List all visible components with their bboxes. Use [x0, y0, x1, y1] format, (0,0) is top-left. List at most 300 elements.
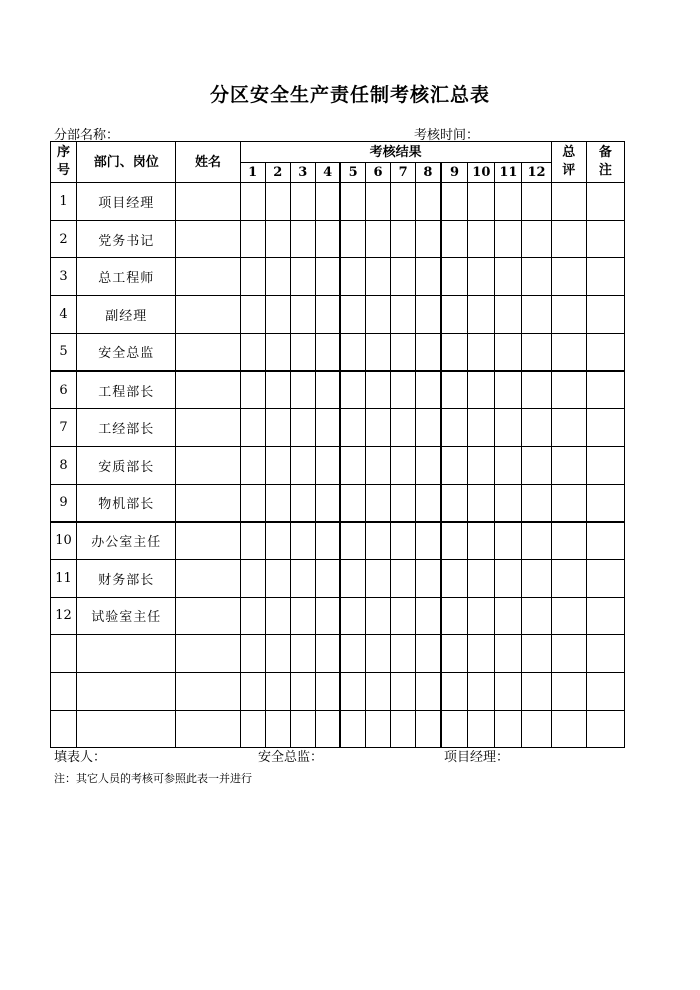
row-month-cell[interactable] [290, 522, 315, 560]
row-month-cell[interactable] [290, 258, 315, 296]
row-month-cell[interactable] [522, 597, 551, 635]
row-total-cell[interactable] [551, 371, 586, 409]
row-month-cell[interactable] [522, 183, 551, 221]
row-total-cell[interactable] [551, 635, 586, 673]
row-month-cell[interactable] [340, 484, 365, 522]
month-header: 3 [290, 163, 315, 183]
row-seq: 3 [51, 258, 77, 296]
row-month-cell[interactable] [240, 710, 265, 748]
row-month-cell[interactable] [468, 672, 495, 710]
row-total-cell[interactable] [551, 183, 586, 221]
row-seq: 4 [51, 296, 77, 334]
row-month-cell[interactable] [265, 710, 290, 748]
row-month-cell[interactable] [495, 296, 522, 334]
row-month-cell[interactable] [340, 559, 365, 597]
row-month-cell[interactable] [495, 522, 522, 560]
row-total-cell[interactable] [551, 220, 586, 258]
row-month-cell[interactable] [290, 371, 315, 409]
header-dept: 部门、岗位 [77, 142, 176, 183]
row-month-cell[interactable] [340, 409, 365, 447]
row-month-cell[interactable] [340, 597, 365, 635]
row-month-cell[interactable] [468, 183, 495, 221]
row-month-cell[interactable] [416, 220, 441, 258]
table-row [51, 710, 625, 748]
month-header: 11 [495, 163, 522, 183]
row-month-cell[interactable] [522, 635, 551, 673]
row-month-cell[interactable] [391, 635, 416, 673]
row-month-cell[interactable] [290, 672, 315, 710]
row-seq: 12 [51, 597, 77, 635]
assessment-table [50, 141, 625, 748]
row-month-cell[interactable] [441, 220, 468, 258]
row-month-cell[interactable] [240, 635, 265, 673]
row-month-cell[interactable] [416, 446, 441, 484]
table-row [51, 559, 625, 597]
row-month-cell[interactable] [315, 559, 340, 597]
row-dept [77, 672, 176, 710]
row-total-cell[interactable] [551, 484, 586, 522]
row-month-cell[interactable] [340, 258, 365, 296]
table-row [51, 371, 625, 409]
row-month-cell[interactable] [240, 333, 265, 371]
row-month-cell[interactable] [468, 220, 495, 258]
month-header: 8 [416, 163, 441, 183]
row-total-cell[interactable] [551, 522, 586, 560]
row-month-cell[interactable] [240, 559, 265, 597]
row-seq: 10 [51, 522, 77, 560]
row-total-cell[interactable] [551, 597, 586, 635]
row-month-cell[interactable] [365, 559, 390, 597]
row-name-cell[interactable] [176, 484, 240, 522]
month-header: 6 [365, 163, 390, 183]
row-name-cell[interactable] [176, 371, 240, 409]
row-month-cell[interactable] [495, 371, 522, 409]
row-month-cell[interactable] [391, 522, 416, 560]
row-dept: 工经部长 [77, 409, 176, 447]
row-month-cell[interactable] [468, 258, 495, 296]
table-row [51, 484, 625, 522]
row-month-cell[interactable] [441, 635, 468, 673]
row-month-cell[interactable] [365, 446, 390, 484]
row-month-cell[interactable] [315, 220, 340, 258]
header-name: 姓名 [176, 142, 240, 183]
row-month-cell[interactable] [468, 522, 495, 560]
row-month-cell[interactable] [265, 635, 290, 673]
row-month-cell[interactable] [265, 672, 290, 710]
row-month-cell[interactable] [265, 597, 290, 635]
row-month-cell[interactable] [365, 635, 390, 673]
header-seq-line1: 序 [57, 145, 71, 160]
row-month-cell[interactable] [416, 409, 441, 447]
row-month-cell[interactable] [495, 559, 522, 597]
row-month-cell[interactable] [441, 371, 468, 409]
table-body [51, 183, 625, 748]
row-month-cell[interactable] [391, 446, 416, 484]
row-month-cell[interactable] [495, 710, 522, 748]
month-header: 9 [441, 163, 468, 183]
row-month-cell[interactable] [240, 522, 265, 560]
row-month-cell[interactable] [315, 333, 340, 371]
row-name-cell[interactable] [176, 296, 240, 334]
row-month-cell[interactable] [495, 446, 522, 484]
table-row [51, 672, 625, 710]
row-month-cell[interactable] [522, 371, 551, 409]
row-month-cell[interactable] [315, 597, 340, 635]
row-month-cell[interactable] [290, 220, 315, 258]
row-month-cell[interactable] [365, 710, 390, 748]
row-dept: 项目经理 [77, 183, 176, 221]
row-month-cell[interactable] [365, 333, 390, 371]
row-remark-cell[interactable] [586, 258, 624, 296]
row-remark-cell[interactable] [586, 220, 624, 258]
row-month-cell[interactable] [340, 371, 365, 409]
row-name-cell[interactable] [176, 446, 240, 484]
row-month-cell[interactable] [340, 635, 365, 673]
row-name-cell[interactable] [176, 559, 240, 597]
row-month-cell[interactable] [265, 484, 290, 522]
row-month-cell[interactable] [265, 333, 290, 371]
row-month-cell[interactable] [468, 559, 495, 597]
row-month-cell[interactable] [468, 371, 495, 409]
project-manager-label: 项目经理： [444, 750, 510, 765]
row-month-cell[interactable] [391, 258, 416, 296]
row-seq [51, 672, 77, 710]
row-month-cell[interactable] [391, 220, 416, 258]
row-month-cell[interactable] [240, 183, 265, 221]
row-month-cell[interactable] [416, 333, 441, 371]
row-month-cell[interactable] [495, 183, 522, 221]
row-month-cell[interactable] [265, 409, 290, 447]
row-seq: 6 [51, 371, 77, 409]
row-month-cell[interactable] [441, 296, 468, 334]
row-month-cell[interactable] [365, 409, 390, 447]
row-month-cell[interactable] [315, 522, 340, 560]
month-header: 12 [522, 163, 551, 183]
row-remark-cell[interactable] [586, 597, 624, 635]
row-month-cell[interactable] [315, 409, 340, 447]
row-month-cell[interactable] [391, 409, 416, 447]
row-month-cell[interactable] [495, 333, 522, 371]
row-month-cell[interactable] [265, 446, 290, 484]
row-month-cell[interactable] [522, 333, 551, 371]
row-dept: 试验室主任 [77, 597, 176, 635]
month-header: 4 [315, 163, 340, 183]
row-month-cell[interactable] [468, 484, 495, 522]
row-month-cell[interactable] [416, 484, 441, 522]
row-month-cell[interactable] [315, 635, 340, 673]
row-remark-cell[interactable] [586, 484, 624, 522]
row-month-cell[interactable] [391, 333, 416, 371]
row-month-cell[interactable] [240, 296, 265, 334]
row-month-cell[interactable] [416, 672, 441, 710]
header-remark [586, 142, 624, 183]
row-month-cell[interactable] [365, 183, 390, 221]
row-month-cell[interactable] [340, 183, 365, 221]
row-month-cell[interactable] [240, 597, 265, 635]
row-remark-cell[interactable] [586, 710, 624, 748]
row-month-cell[interactable] [522, 559, 551, 597]
row-remark-cell[interactable] [586, 371, 624, 409]
table-row [51, 333, 625, 371]
row-month-cell[interactable] [391, 183, 416, 221]
table-row [51, 409, 625, 447]
month-header: 7 [391, 163, 416, 183]
row-seq: 2 [51, 220, 77, 258]
row-month-cell[interactable] [290, 409, 315, 447]
header-remark-line1: 备 [598, 145, 612, 160]
row-dept: 总工程师 [77, 258, 176, 296]
row-month-cell[interactable] [365, 522, 390, 560]
row-month-cell[interactable] [441, 409, 468, 447]
row-total-cell[interactable] [551, 409, 586, 447]
assessment-time-label: 考核时间： [414, 128, 480, 143]
table-row [51, 296, 625, 334]
row-name-cell[interactable] [176, 220, 240, 258]
row-month-cell[interactable] [416, 183, 441, 221]
row-seq [51, 710, 77, 748]
row-name-cell[interactable] [176, 258, 240, 296]
header-results: 考核结果 [240, 142, 551, 163]
row-remark-cell[interactable] [586, 522, 624, 560]
row-month-cell[interactable] [416, 635, 441, 673]
row-name-cell[interactable] [176, 333, 240, 371]
row-remark-cell[interactable] [586, 409, 624, 447]
header-seq [51, 142, 77, 183]
row-remark-cell[interactable] [586, 559, 624, 597]
row-month-cell[interactable] [391, 484, 416, 522]
row-month-cell[interactable] [340, 710, 365, 748]
month-header: 1 [240, 163, 265, 183]
row-month-cell[interactable] [522, 522, 551, 560]
row-month-cell[interactable] [290, 446, 315, 484]
row-month-cell[interactable] [416, 296, 441, 334]
row-month-cell[interactable] [391, 371, 416, 409]
row-month-cell[interactable] [522, 484, 551, 522]
row-month-cell[interactable] [340, 522, 365, 560]
row-month-cell[interactable] [265, 183, 290, 221]
row-month-cell[interactable] [416, 371, 441, 409]
filler-label: 填表人： [54, 750, 107, 765]
header-total-line2: 评 [562, 163, 576, 178]
row-seq: 1 [51, 183, 77, 221]
row-month-cell[interactable] [265, 371, 290, 409]
row-month-cell[interactable] [265, 220, 290, 258]
table-row [51, 635, 625, 673]
row-month-cell[interactable] [340, 446, 365, 484]
row-total-cell[interactable] [551, 258, 586, 296]
month-header: 10 [468, 163, 495, 183]
row-month-cell[interactable] [391, 597, 416, 635]
row-remark-cell[interactable] [586, 296, 624, 334]
row-month-cell[interactable] [416, 258, 441, 296]
row-month-cell[interactable] [365, 220, 390, 258]
row-month-cell[interactable] [391, 710, 416, 748]
row-month-cell[interactable] [290, 559, 315, 597]
row-month-cell[interactable] [365, 672, 390, 710]
row-month-cell[interactable] [522, 672, 551, 710]
row-seq: 7 [51, 409, 77, 447]
row-month-cell[interactable] [290, 296, 315, 334]
row-dept [77, 635, 176, 673]
row-total-cell[interactable] [551, 559, 586, 597]
row-total-cell[interactable] [551, 672, 586, 710]
table-row [51, 446, 625, 484]
row-name-cell[interactable] [176, 409, 240, 447]
row-month-cell[interactable] [240, 258, 265, 296]
row-total-cell[interactable] [551, 710, 586, 748]
row-month-cell[interactable] [468, 296, 495, 334]
table-row [51, 258, 625, 296]
row-month-cell[interactable] [522, 258, 551, 296]
row-month-cell[interactable] [265, 296, 290, 334]
row-dept: 副经理 [77, 296, 176, 334]
row-month-cell[interactable] [315, 672, 340, 710]
row-month-cell[interactable] [365, 258, 390, 296]
row-month-cell[interactable] [495, 597, 522, 635]
row-month-cell[interactable] [441, 484, 468, 522]
row-month-cell[interactable] [416, 710, 441, 748]
row-month-cell[interactable] [495, 220, 522, 258]
row-seq: 5 [51, 333, 77, 371]
row-month-cell[interactable] [290, 484, 315, 522]
row-month-cell[interactable] [315, 371, 340, 409]
table-row [51, 220, 625, 258]
row-month-cell[interactable] [265, 258, 290, 296]
row-month-cell[interactable] [240, 484, 265, 522]
row-month-cell[interactable] [265, 559, 290, 597]
row-month-cell[interactable] [340, 672, 365, 710]
row-month-cell[interactable] [495, 484, 522, 522]
row-dept: 安质部长 [77, 446, 176, 484]
row-month-cell[interactable] [522, 220, 551, 258]
row-month-cell[interactable] [290, 597, 315, 635]
month-header: 2 [265, 163, 290, 183]
row-month-cell[interactable] [391, 672, 416, 710]
row-month-cell[interactable] [365, 484, 390, 522]
row-remark-cell[interactable] [586, 183, 624, 221]
row-month-cell[interactable] [468, 446, 495, 484]
row-remark-cell[interactable] [586, 672, 624, 710]
row-remark-cell[interactable] [586, 333, 624, 371]
row-seq: 9 [51, 484, 77, 522]
row-name-cell[interactable] [176, 522, 240, 560]
row-month-cell[interactable] [365, 296, 390, 334]
row-seq: 8 [51, 446, 77, 484]
row-month-cell[interactable] [290, 635, 315, 673]
row-month-cell[interactable] [315, 258, 340, 296]
row-name-cell[interactable] [176, 183, 240, 221]
row-month-cell[interactable] [315, 296, 340, 334]
row-month-cell[interactable] [315, 484, 340, 522]
row-month-cell[interactable] [391, 296, 416, 334]
row-month-cell[interactable] [290, 710, 315, 748]
row-month-cell[interactable] [340, 333, 365, 371]
table-row [51, 597, 625, 635]
row-month-cell[interactable] [468, 409, 495, 447]
row-month-cell[interactable] [340, 220, 365, 258]
row-name-cell[interactable] [176, 597, 240, 635]
row-month-cell[interactable] [441, 183, 468, 221]
row-name-cell[interactable] [176, 635, 240, 673]
document-title: 分区安全生产责任制考核汇总表 [209, 84, 490, 106]
row-month-cell[interactable] [240, 409, 265, 447]
row-dept [77, 710, 176, 748]
safety-director-label: 安全总监： [258, 750, 324, 765]
row-month-cell[interactable] [495, 409, 522, 447]
row-month-cell[interactable] [240, 220, 265, 258]
row-month-cell[interactable] [365, 597, 390, 635]
row-month-cell[interactable] [441, 446, 468, 484]
row-month-cell[interactable] [265, 522, 290, 560]
row-dept: 办公室主任 [77, 522, 176, 560]
month-header: 5 [340, 163, 365, 183]
row-total-cell[interactable] [551, 296, 586, 334]
row-month-cell[interactable] [522, 446, 551, 484]
row-name-cell[interactable] [176, 710, 240, 748]
row-total-cell[interactable] [551, 333, 586, 371]
header-total-line1: 总 [562, 145, 576, 160]
row-month-cell[interactable] [315, 446, 340, 484]
row-month-cell[interactable] [441, 333, 468, 371]
branch-name-label: 分部名称： [54, 128, 120, 143]
row-month-cell[interactable] [290, 183, 315, 221]
row-month-cell[interactable] [468, 597, 495, 635]
row-month-cell[interactable] [441, 597, 468, 635]
row-remark-cell[interactable] [586, 446, 624, 484]
row-name-cell[interactable] [176, 672, 240, 710]
row-seq [51, 635, 77, 673]
row-month-cell[interactable] [522, 409, 551, 447]
row-month-cell[interactable] [315, 183, 340, 221]
row-dept: 财务部长 [77, 559, 176, 597]
row-month-cell[interactable] [522, 296, 551, 334]
row-month-cell[interactable] [240, 446, 265, 484]
row-dept: 党务书记 [77, 220, 176, 258]
row-month-cell[interactable] [441, 559, 468, 597]
header-total [551, 142, 586, 183]
row-month-cell[interactable] [522, 710, 551, 748]
row-month-cell[interactable] [468, 710, 495, 748]
row-month-cell[interactable] [365, 371, 390, 409]
row-month-cell[interactable] [416, 559, 441, 597]
row-seq: 11 [51, 559, 77, 597]
row-month-cell[interactable] [340, 296, 365, 334]
row-month-cell[interactable] [441, 672, 468, 710]
row-month-cell[interactable] [441, 258, 468, 296]
table-row [51, 522, 625, 560]
row-month-cell[interactable] [495, 672, 522, 710]
row-month-cell[interactable] [315, 710, 340, 748]
table-row [51, 183, 625, 221]
row-month-cell[interactable] [468, 635, 495, 673]
row-month-cell[interactable] [416, 522, 441, 560]
header-seq-line2: 号 [57, 163, 71, 178]
row-month-cell[interactable] [468, 333, 495, 371]
row-month-cell[interactable] [495, 258, 522, 296]
row-month-cell[interactable] [240, 371, 265, 409]
row-dept: 物机部长 [77, 484, 176, 522]
row-remark-cell[interactable] [586, 635, 624, 673]
row-month-cell[interactable] [416, 597, 441, 635]
row-month-cell[interactable] [290, 333, 315, 371]
row-dept: 安全总监 [77, 333, 176, 371]
row-month-cell[interactable] [441, 522, 468, 560]
row-month-cell[interactable] [441, 710, 468, 748]
row-total-cell[interactable] [551, 446, 586, 484]
row-month-cell[interactable] [495, 635, 522, 673]
row-month-cell[interactable] [391, 559, 416, 597]
row-month-cell[interactable] [240, 672, 265, 710]
